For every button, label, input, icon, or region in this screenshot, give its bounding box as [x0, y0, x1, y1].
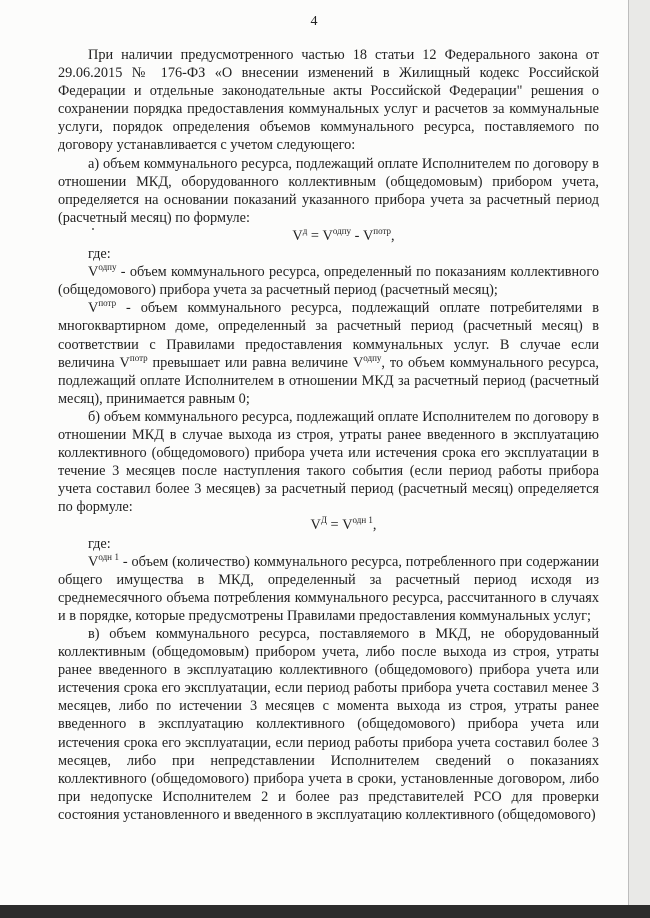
page-number: 4 [310, 14, 318, 29]
where-label-2: где: [88, 535, 111, 552]
definition-v-odpu: $V^{одпу}$ - объем коммунального ресурса, определенный по показаниям коллективного (общедомового) прибора учета за расчетный период (расчетный месяц); [58, 262, 599, 299]
scan-bottom-edge [0, 905, 650, 918]
formula-2: $V^Д = V^{одн 1}$, [310, 515, 377, 534]
formula-1: $V^д = V^{одпу} - V^{потр}$, [292, 225, 395, 244]
item-b-paragraph: б) объем коммунального ресурса, подлежащий оплате Исполнителем по договору в отношении МКД в случае выхода из строя, утраты ранее введенного в эксплуатацию коллективного (общедомового) прибора учета или истечения срока его эксплуатации в течение 3 месяцев после наступления такого события (если период работы прибора учета составил более 3 месяцев) за расчетный период (расчетный месяц) определяется по формуле: [58, 408, 599, 516]
item-a-paragraph: а) объем коммунального ресурса, подлежащий оплате Исполнителем по договору в отношении МКД, оборудованного коллективным (общедомовым) прибором учета, определяется на основании показаний указанного прибора учета за расчетный период (расчетный месяц) по формуле: [58, 155, 599, 226]
definition-v-potr: $V^{потр}$ - объем коммунального ресурса, подлежащий оплате потребителями в многоквартирном доме, определенный за расчетный период (расчетный месяц) в соответствии с Правилами предоставления коммунальных услуг. В случае если величина $V^{потр}$ превышает или равна величине $V^{одпу}$, то объем коммунального ресурса, подлежащий оплате Исполнителем в отношении МКД за расчетный период (расчетный месяц), принимается равным 0; [58, 298, 599, 407]
intro-paragraph: При наличии предусмотренного частью 18 статьи 12 Федерального закона от 29.06.2015 № 176-ФЗ «О внесении изменений в Жилищный кодекс Российской Федерации и отдельные законодательные акты Российской Федерации" решения о сохранении порядка предоставления коммунальных услуг и расчетов за коммунальные услуги, порядок определения объемов коммунального ресурса, поставляемого по договору устанавливается с учетом следующего: [58, 47, 599, 154]
item-v-paragraph: в) объем коммунального ресурса, поставляемого в МКД, не оборудованный коллективным (общедомовым) прибором учета, либо после выхода из строя, утраты ранее введенного в эксплуатацию коллективного (общедомового) прибора учета или истечения срока его эксплуатации, если период работы прибора учета составил менее 3 месяцев, либо по истечении 3 месяцев с момента выхода из строя, утраты ранее введенного в эксплуатацию коллективного (общедомового) прибора учета или истечения срока его эксплуатации, если период работы прибора учета составил более 3 месяцев, либо при непредставлении Исполнителем сведений о показаниях коллективного (общедомового) прибора учета в сроки, установленные договором, либо при недопуске Исполнителем 2 и более раз представителей РСО для проверки состояния установленного и введенного в эксплуатацию коллективного (общедомового) [58, 626, 599, 823]
where-label-1: где: [88, 246, 111, 263]
document-body [58, 46, 599, 824]
definition-v-odn1: $V^{одн 1}$ - объем (количество) коммунального ресурса, потребленного при содержании общего имущества в МКД, определенный за расчетный период исходя из среднемесячного объема потребления коммунального ресурса, рассчитанного в случаях и в порядке, которые предусмотрены Правилами предоставления коммунальных услуг; [58, 551, 600, 624]
